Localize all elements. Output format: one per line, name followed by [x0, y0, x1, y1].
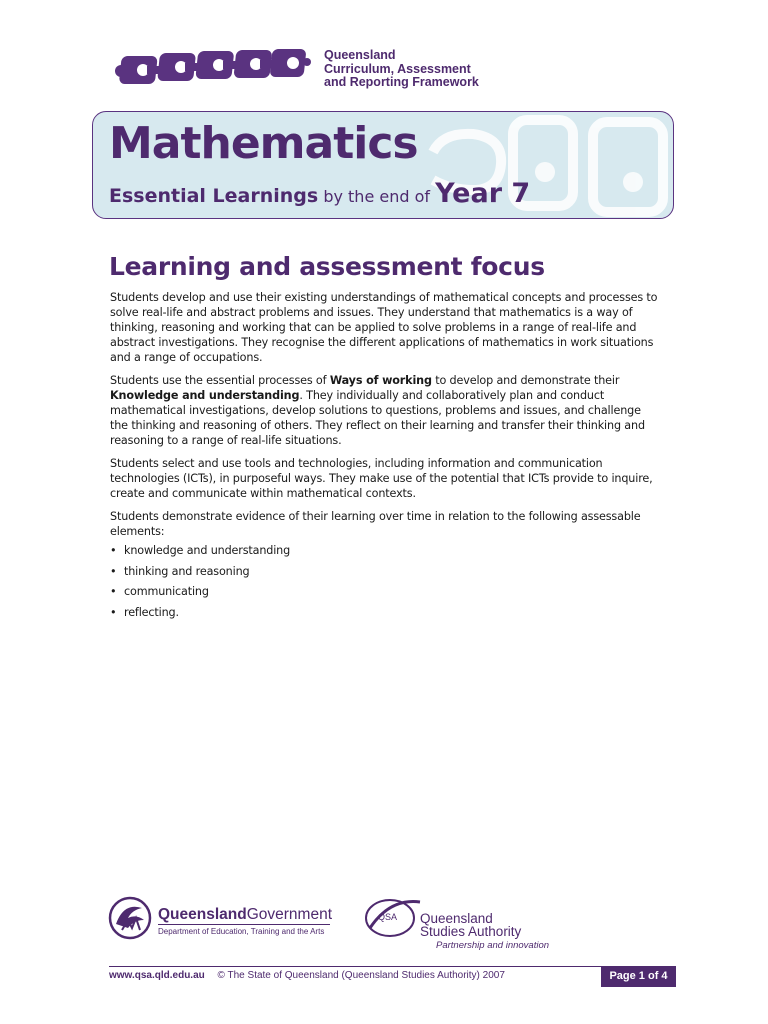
qsa-mark: QSA	[378, 912, 398, 922]
essential-learnings-label: Essential Learnings	[109, 185, 319, 207]
qsa-tagline: Partnership and innovation	[436, 940, 550, 951]
bullet-icon: •	[110, 605, 117, 619]
qg-divider	[158, 924, 330, 925]
website-link[interactable]: www.qsa.qld.edu.au	[109, 970, 205, 981]
qg-department: Department of Education, Training and the Arts	[158, 927, 325, 936]
qsa-logo	[364, 894, 564, 952]
footer-divider	[109, 966, 675, 967]
paragraph-1: Students develop and use their existing understandings of mathematical concepts and processes to solve real-life and abstract problems and issues. They understand that mathematics is a way of thinking, reasoning and working that can be applied to solve problems in a range of real-life and abstract investigations. They recognise the different applications of mathematics in work situations and a range of occupations.	[110, 291, 658, 364]
subject-title: Mathematics	[109, 118, 418, 169]
list-item: • reflecting.	[110, 603, 662, 624]
queensland-government-logo	[108, 894, 348, 944]
year-label: Year 7	[435, 178, 531, 209]
qsa-name: Queensland Studies Authority	[420, 911, 522, 939]
paragraph-2: Students use the essential processes of Ways of working to develop and demonstrate their Knowledge and understanding. They individually and collaboratively plan and conduct mathematical investigations, develop solutions to questions, problems and issues, and challenge the thinking and reasoning of others. They reflect on their learning and transfer their thinking and reasoning to a range of real-life situations.	[110, 374, 645, 447]
paragraph-4: Students demonstrate evidence of their learning over time in relation to the following assessable elements:	[110, 510, 641, 538]
framework-name: Queensland Curriculum, Assessment and Reporting Framework	[324, 48, 479, 89]
title-banner	[92, 111, 674, 219]
puzzle-pieces-icon	[113, 44, 313, 90]
body-content	[110, 290, 662, 623]
qg-name: QueenslandGovernment	[158, 906, 333, 923]
assessable-elements-list	[110, 541, 662, 623]
footer-text	[109, 970, 505, 981]
paragraph-3: Students select and use tools and technologies, including information and communication technologies (ICTs), in purposeful ways. They make use of the potential that ICTs provide to inquire, create and communicate within mathematical contexts.	[110, 457, 653, 500]
knowledge-and-understanding-term: Knowledge and understanding	[110, 389, 300, 402]
header-logo	[113, 44, 513, 92]
crest-icon	[108, 894, 156, 942]
list-item: • knowledge and understanding	[110, 541, 662, 562]
banner-subtitle	[109, 178, 530, 209]
bullet-icon: •	[110, 585, 117, 598]
ways-of-working-term: Ways of working	[329, 374, 432, 387]
bullet-icon: •	[110, 564, 117, 578]
copyright-notice: © The State of Queensland (Queensland Studies Authority) 2007	[217, 970, 505, 981]
section-heading: Learning and assessment focus	[109, 252, 545, 281]
list-item: • communicating	[110, 582, 662, 603]
page-number-badge: Page 1 of 4	[601, 966, 676, 987]
by-the-end-of-label: by the end of	[323, 187, 431, 206]
bullet-icon: •	[110, 544, 117, 557]
list-item: • thinking and reasoning	[110, 562, 662, 583]
